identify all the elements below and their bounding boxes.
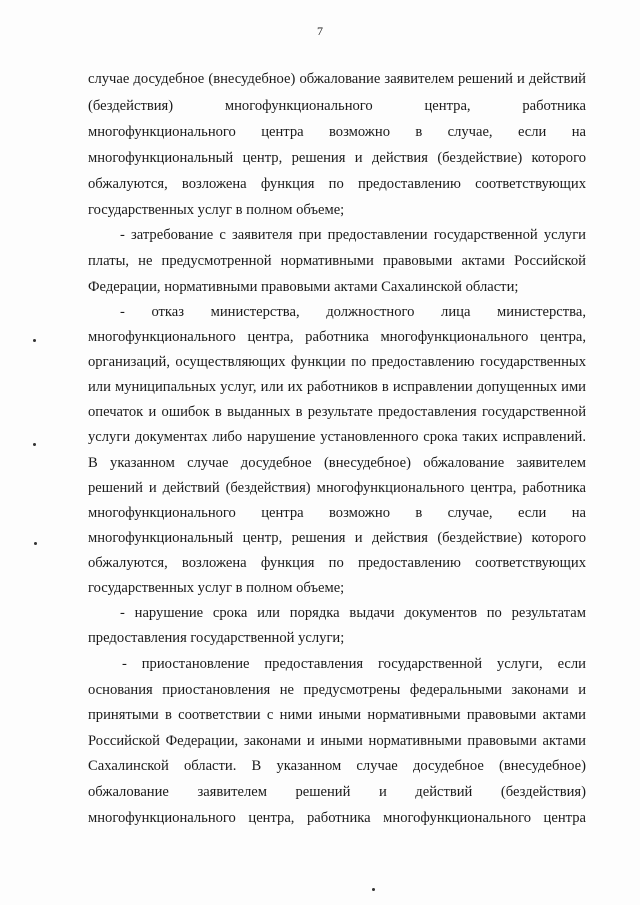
text-line: или муниципальных услуг, или их работников в исправлении допущенных ими [88,379,586,395]
text-line: - затребование с заявителя при предоставлении государственной услуги [120,227,586,243]
text-line: организаций, осуществляющих функции по предоставлению государственных [88,354,586,370]
text-line: (бездействия) многофункционального центра, работника [88,98,586,114]
text-line: случае досудебное (внесудебное) обжалование заявителем решений и действий [88,71,586,87]
text-line: Федерации, нормативными правовыми актами Сахалинской области; [88,279,519,295]
text-line: многофункционального центра возможно в случае, если на [88,505,586,521]
text-line: В указанном случае досудебное (внесудебное) обжалование заявителем [88,455,586,471]
text-line: многофункционального центра, работника многофункционального центра, [88,329,586,345]
text-line: опечаток и ошибок в выданных в результате предоставления государственной [88,404,586,420]
text-line: Сахалинской области. В указанном случае досудебное (внесудебное) [88,758,586,774]
text-line: - нарушение срока или порядка выдачи документов по результатам [120,605,586,621]
text-line: обжалуются, возложена функция по предоставлению соответствующих [88,555,586,571]
text-line: Российской Федерации, законами и иными нормативными правовыми актами [88,733,586,749]
text-line: предоставления государственной услуги; [88,630,345,646]
scan-speck [34,542,37,545]
text-line: услуги документах либо нарушение установленного срока таких исправлений. [88,429,586,445]
text-line: - отказ министерства, должностного лица министерства, [120,304,586,320]
text-line: платы, не предусмотренной нормативными правовыми актами Российской [88,253,586,269]
text-line: многофункционального центра, работника многофункционального центра [88,810,586,826]
text-line: государственных услуг в полном объеме; [88,580,345,596]
text-line: основания приостановления не предусмотрены федеральными законами и [88,682,586,698]
text-line: многофункциональный центр, решения и действия (бездействие) которого [88,150,586,166]
text-line: многофункционального центра возможно в случае, если на [88,124,586,140]
text-line: - приостановление предоставления государственной услуги, если [122,656,586,672]
scan-speck [33,339,36,342]
text-line: государственных услуг в полном объеме; [88,202,345,218]
page-number: 7 [317,24,323,38]
text-line: многофункциональный центр, решения и действия (бездействие) которого [88,530,586,546]
text-line: обжалуются, возложена функция по предоставлению соответствующих [88,176,586,192]
text-line: обжалование заявителем решений и действий (бездействия) [88,784,586,800]
scan-speck [33,443,36,446]
text-line: принятыми в соответствии с ними иными нормативными правовыми актами [88,707,586,723]
scan-speck [372,888,375,891]
text-line: решений и действий (бездействия) многофункционального центра, работника [88,480,586,496]
